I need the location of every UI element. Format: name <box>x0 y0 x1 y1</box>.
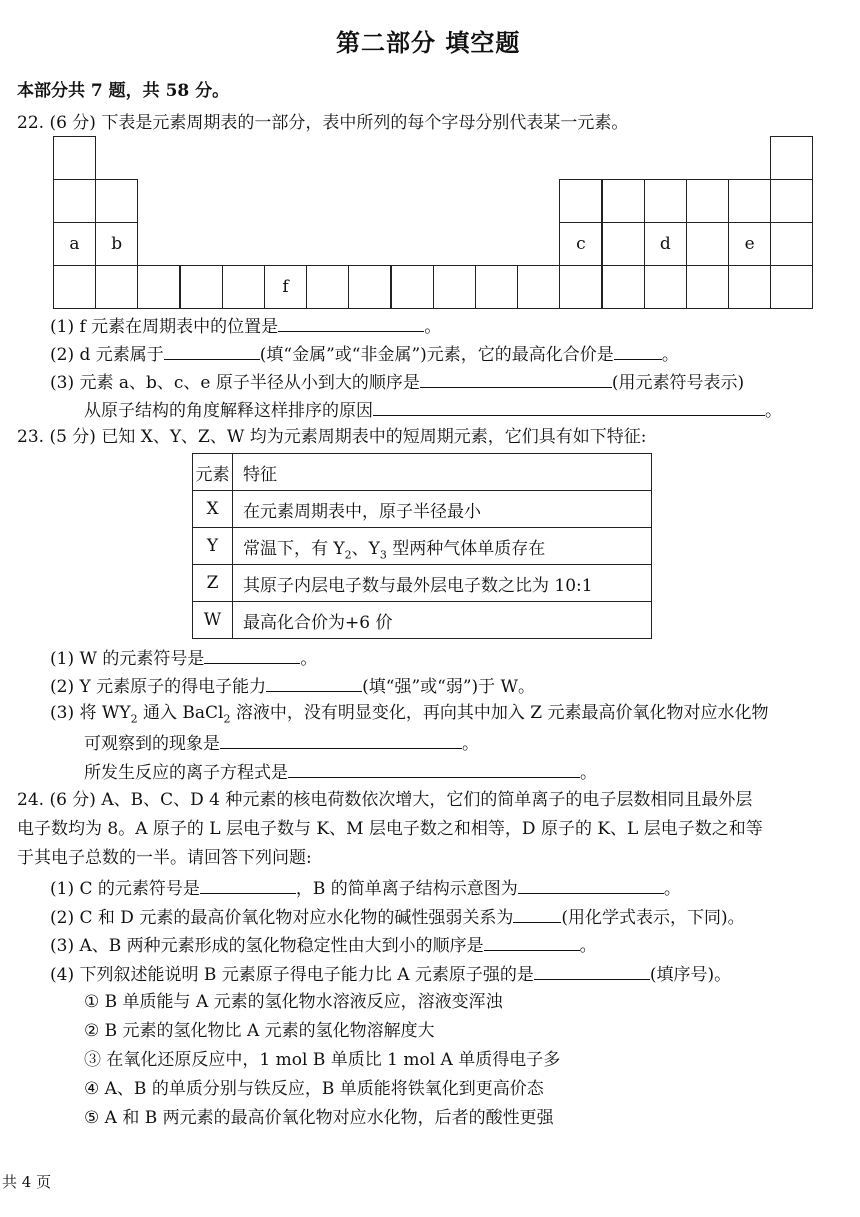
q24-sub1-text: (1) C 的元素符号是 <box>50 879 200 899</box>
answer-blank[interactable] <box>518 876 664 894</box>
page-footer: 共 4 页 <box>2 1173 52 1191</box>
q22-sub3b <box>84 398 782 422</box>
element-cell <box>686 222 729 266</box>
q22-sub3-end: (用元素符号表示) <box>611 373 745 393</box>
q24-stem-line3: 于其电子总数的一半。请回答下列问题: <box>17 848 312 868</box>
q24-sub1-mid: ，B 的简单离子结构示意图为 <box>295 879 518 899</box>
element-cell-e: e <box>728 222 771 266</box>
element-cell <box>95 179 138 223</box>
q23-sub3b-end: 。 <box>462 734 479 754</box>
answer-blank[interactable] <box>513 905 561 923</box>
element-properties-table <box>192 453 652 639</box>
q24-sub2-end: (用化学式表示，下同)。 <box>561 908 745 928</box>
q23-sub1 <box>50 646 317 670</box>
element-cell-d: d <box>644 222 687 266</box>
q23-sub3-end: 溶液中，没有明显变化，再向其中加入 Z 元素最高价氧化物对应水化物 <box>230 703 769 723</box>
q24-stem-line2: 电子数均为 8。A 原子的 L 层电子数与 K、M 层电子数之和相等，D 原子的 K、L 层电子数之和等 <box>17 819 763 839</box>
q23-sub3c <box>84 760 597 784</box>
q22-sub3 <box>50 370 744 394</box>
q23-sub3c-text: 所发生反应的离子方程式是 <box>84 763 288 783</box>
section-title: 第二部分 填空题 <box>336 28 521 57</box>
answer-blank[interactable] <box>204 646 300 664</box>
element-cell <box>728 179 771 223</box>
q23-stem: 23. (5 分) 已知 X、Y、Z、W 均为元素周期表中的短周期元素，它们具有如下特征: <box>17 427 647 447</box>
q23-sub3b-text: 可观察到的现象是 <box>84 734 220 754</box>
q23-sub3c-end: 。 <box>580 763 597 783</box>
subscript: 2 <box>344 547 352 561</box>
q24-sub2 <box>50 905 745 929</box>
element-cell <box>391 265 434 309</box>
answer-blank[interactable] <box>420 370 612 388</box>
q22-sub2-end: 。 <box>661 345 679 365</box>
element-cell <box>559 265 602 309</box>
element-cell <box>222 265 265 309</box>
q22-sub3-text: (3) 元素 a、b、c、e 原子半径从小到大的顺序是 <box>50 373 420 393</box>
element-cell-b: b <box>95 222 138 266</box>
table-row <box>193 602 652 639</box>
q24-sub4-text: (4) 下列叙述能说明 B 元素原子得电子能力比 A 元素原子强的是 <box>50 965 534 985</box>
element-cell <box>53 179 96 223</box>
q22-stem: 22. (6 分) 下表是元素周期表的一部分，表中所列的每个字母分别代表某一元素。 <box>17 113 629 133</box>
element-cell <box>770 136 813 180</box>
q24-sub1-end: 。 <box>663 879 681 899</box>
answer-blank[interactable] <box>484 933 580 951</box>
element-cell-a: a <box>53 222 96 266</box>
table-cell-feature: 最高化合价为+6 价 <box>233 602 652 639</box>
element-cell-c: c <box>559 222 602 266</box>
q23-sub1-text: (1) W 的元素符号是 <box>50 649 205 669</box>
q24-option-2: ② B 元素的氢化物比 A 元素的氢化物溶解度大 <box>84 1021 435 1041</box>
table-row <box>193 565 652 602</box>
subscript: 3 <box>379 547 387 561</box>
table-cell-symbol: Y <box>193 528 233 565</box>
element-cell <box>770 179 813 223</box>
q23-sub3b <box>84 731 479 755</box>
table-cell-feature <box>233 528 652 565</box>
element-cell <box>602 222 645 266</box>
q22-sub3b-end: 。 <box>765 401 782 421</box>
table-cell-symbol: Z <box>193 565 233 602</box>
q24-sub3 <box>50 933 597 957</box>
feature-text: 型两种气体单质存在 <box>386 538 546 559</box>
q24-option-4: ④ A、B 的单质分别与铁反应，B 单质能将铁氧化到更高价态 <box>84 1079 544 1099</box>
q23-sub3 <box>50 702 769 724</box>
table-header-row <box>193 454 652 491</box>
element-cell <box>602 265 645 309</box>
q22-sub1-text: (1) f 元素在周期表中的位置是 <box>50 317 279 337</box>
element-cell <box>728 265 771 309</box>
table-cell-feature: 在元素周期表中，原子半径最小 <box>233 491 652 528</box>
q24-option-3: ③ 在氧化还原反应中，1 mol B 单质比 1 mol A 单质得电子多 <box>84 1050 561 1070</box>
element-cell <box>95 265 138 309</box>
q22-sub1 <box>50 314 441 338</box>
answer-blank[interactable] <box>534 962 650 980</box>
element-cell <box>686 265 729 309</box>
q23-sub2-end: (填“强”或“弱”)于 W。 <box>362 677 536 697</box>
element-cell <box>770 265 813 309</box>
element-cell <box>475 265 518 309</box>
answer-blank[interactable] <box>220 731 462 749</box>
q24-stem-line1: 24. (6 分) A、B、C、D 4 种元素的核电荷数依次增大，它们的简单离子的电子层数相同且最外层 <box>17 790 753 810</box>
element-cell <box>644 265 687 309</box>
table-cell-symbol: W <box>193 602 233 639</box>
answer-blank[interactable] <box>614 342 662 360</box>
answer-blank[interactable] <box>200 876 296 894</box>
q22-sub1-end: 。 <box>424 317 442 337</box>
table-header-feature: 特征 <box>233 454 652 491</box>
q22-sub3b-text: 从原子结构的角度解释这样排序的原因 <box>84 401 373 421</box>
q24-sub3-text: (3) A、B 两种元素形成的氢化物稳定性由大到小的顺序是 <box>50 936 484 956</box>
section-intro: 本部分共 7 题，共 58 分。 <box>17 81 230 101</box>
q24-sub1 <box>50 876 681 900</box>
q24-sub2-text: (2) C 和 D 元素的最高价氧化物对应水化物的碱性强弱关系为 <box>50 908 514 928</box>
q23-sub3-mid: 通入 BaCl <box>137 703 224 723</box>
element-cell <box>517 265 560 309</box>
q24-option-5: ⑤ A 和 B 两元素的最高价氧化物对应水化物，后者的酸性更强 <box>84 1108 554 1128</box>
subscript: 2 <box>130 712 138 726</box>
element-cell <box>137 265 180 309</box>
table-row <box>193 528 652 565</box>
element-cell <box>686 179 729 223</box>
element-cell <box>53 136 96 180</box>
q23-sub3-text: (3) 将 WY <box>50 703 131 723</box>
element-cell-f: f <box>264 265 307 309</box>
element-cell <box>348 265 391 309</box>
element-cell <box>770 222 813 266</box>
q23-sub2-text: (2) Y 元素原子的得电子能力 <box>50 677 267 697</box>
answer-blank[interactable] <box>373 398 765 416</box>
q22-sub2-mid: (填“金属”或“非金属”)元素，它的最高化合价是 <box>259 345 614 365</box>
table-cell-feature: 其原子内层电子数与最外层电子数之比为 10:1 <box>233 565 652 602</box>
element-cell <box>53 265 96 309</box>
element-cell <box>559 179 602 223</box>
element-cell <box>433 265 476 309</box>
element-cell <box>180 265 223 309</box>
q24-option-1: ① B 单质能与 A 元素的氢化物水溶液反应，溶液变浑浊 <box>84 992 503 1012</box>
element-cell <box>602 179 645 223</box>
feature-text: 常温下，有 Y <box>243 538 345 559</box>
q23-sub2 <box>50 674 535 698</box>
answer-blank[interactable] <box>278 314 424 332</box>
q22-sub2-text: (2) d 元素属于 <box>50 345 164 365</box>
table-cell-symbol: X <box>193 491 233 528</box>
answer-blank[interactable] <box>266 674 362 692</box>
feature-text: 、Y <box>351 538 380 559</box>
element-cell <box>644 179 687 223</box>
q24-sub3-end: 。 <box>579 936 597 956</box>
q22-sub2 <box>50 342 679 366</box>
table-row <box>193 491 652 528</box>
q23-sub1-end: 。 <box>300 649 318 669</box>
q24-sub4 <box>50 962 731 986</box>
answer-blank[interactable] <box>288 760 580 778</box>
element-cell <box>306 265 349 309</box>
q24-sub4-end: (填序号)。 <box>649 965 732 985</box>
answer-blank[interactable] <box>164 342 260 360</box>
subscript: 2 <box>223 712 231 726</box>
table-header-element: 元素 <box>193 454 233 491</box>
